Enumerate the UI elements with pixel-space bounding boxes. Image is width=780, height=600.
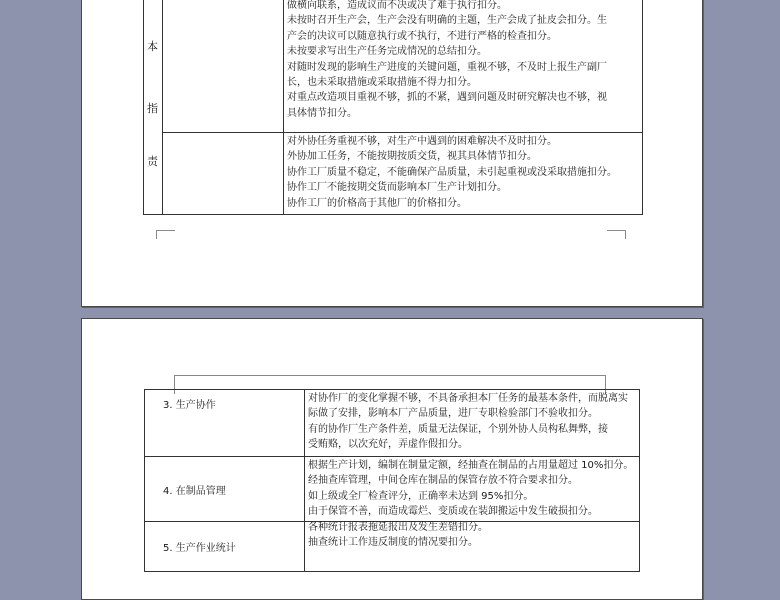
item-label: 5. 生产作业统计 <box>163 543 236 554</box>
criteria-line: 抽查统计工作违反制度的情况要扣分。 <box>308 537 478 549</box>
criteria-cell <box>305 457 640 522</box>
item-cell <box>145 457 305 522</box>
criteria-line: 协作工厂的价格高于其他厂的价格扣分。 <box>287 197 467 209</box>
responsibility-table-top <box>143 0 643 215</box>
criteria-line: 如上级或全厂检查评分，正确率未达到 95%扣分。 <box>308 490 534 502</box>
criteria-cell <box>305 522 640 572</box>
criteria-line: 外协加工任务，不能按期按质交货，视其具体情节扣分。 <box>287 151 537 163</box>
item-cell <box>163 133 284 215</box>
criteria-line: 由于保管不善，而造成霉烂、变质或在装卸搬运中发生破损扣分。 <box>308 506 598 518</box>
item-label: 3. 生产协作 <box>163 400 216 411</box>
crop-mark-left <box>156 230 175 239</box>
criteria-line: 具体情节扣分。 <box>287 107 357 119</box>
responsibility-table-bottom <box>144 389 640 572</box>
criteria-line: 对外协任务重视不够，对生产中遇到的困难解决不及时扣分。 <box>287 136 557 147</box>
document-page-1 <box>81 0 703 307</box>
side-char: 指 <box>147 102 158 115</box>
criteria-line: 做横向联系，造成议而不决或决了难于执行扣分。 <box>287 0 507 11</box>
side-label-cell <box>144 0 163 215</box>
criteria-cell <box>305 390 640 457</box>
criteria-line: 协作工厂质量不稳定，不能确保产品质量，未引起重视或没采取措施扣分。 <box>287 166 617 178</box>
criteria-cell <box>284 133 643 215</box>
criteria-line: 对随时发现的影响生产进度的关键问题，重视不够，不及时上报生产副厂 <box>287 61 607 73</box>
document-page-2 <box>81 318 703 600</box>
crop-mark-right <box>607 230 626 239</box>
item-label: 4. 在制品管理 <box>163 485 226 497</box>
criteria-line: 协作工厂不能按期交货而影响本厂生产计划扣分。 <box>287 182 507 194</box>
side-char: 责 <box>147 155 158 168</box>
criteria-line: 受贿赂，以次充好，弄虚作假扣分。 <box>308 439 468 451</box>
criteria-line: 际做了安排，影响本厂产品质量，进厂专职检验部门不验收扣分。 <box>308 408 598 420</box>
criteria-line: 未按时召开生产会，生产会没有明确的主题，生产会成了扯皮会扣分。生 <box>287 15 607 27</box>
criteria-line: 各种统计报表拖延报出及发生差错扣分。 <box>308 522 488 533</box>
side-char: 本 <box>147 40 158 53</box>
criteria-line: 对协作厂的变化掌握不够，不具备承担本厂任务的最基本条件，而脱离实 <box>308 393 628 404</box>
criteria-line: 经抽查库管理，中间仓库在制品的保管存放不符合要求扣分。 <box>308 475 578 487</box>
criteria-line: 产会的决议可以随意执行或不执行，不进行严格的检查扣分。 <box>287 30 557 42</box>
item-cell <box>145 522 305 572</box>
criteria-line: 根据生产计划，编制在制量定额，经抽查在制品的占用量超过 10%扣分。 <box>308 460 634 471</box>
item-cell <box>145 390 305 457</box>
item-cell <box>163 0 284 133</box>
criteria-line: 有的协作厂生产条件差，质量无法保证，个别外协人员构私舞弊，接 <box>308 423 608 435</box>
criteria-line: 长，也未采取措施或采取措施不得力扣分。 <box>287 77 477 89</box>
criteria-cell <box>284 0 643 133</box>
criteria-line: 未按要求写出生产任务完成情况的总结扣分。 <box>287 46 487 58</box>
criteria-line: 对重点改造项目重视不够，抓的不紧，遇到问题及时研究解决也不够，视 <box>287 92 607 104</box>
